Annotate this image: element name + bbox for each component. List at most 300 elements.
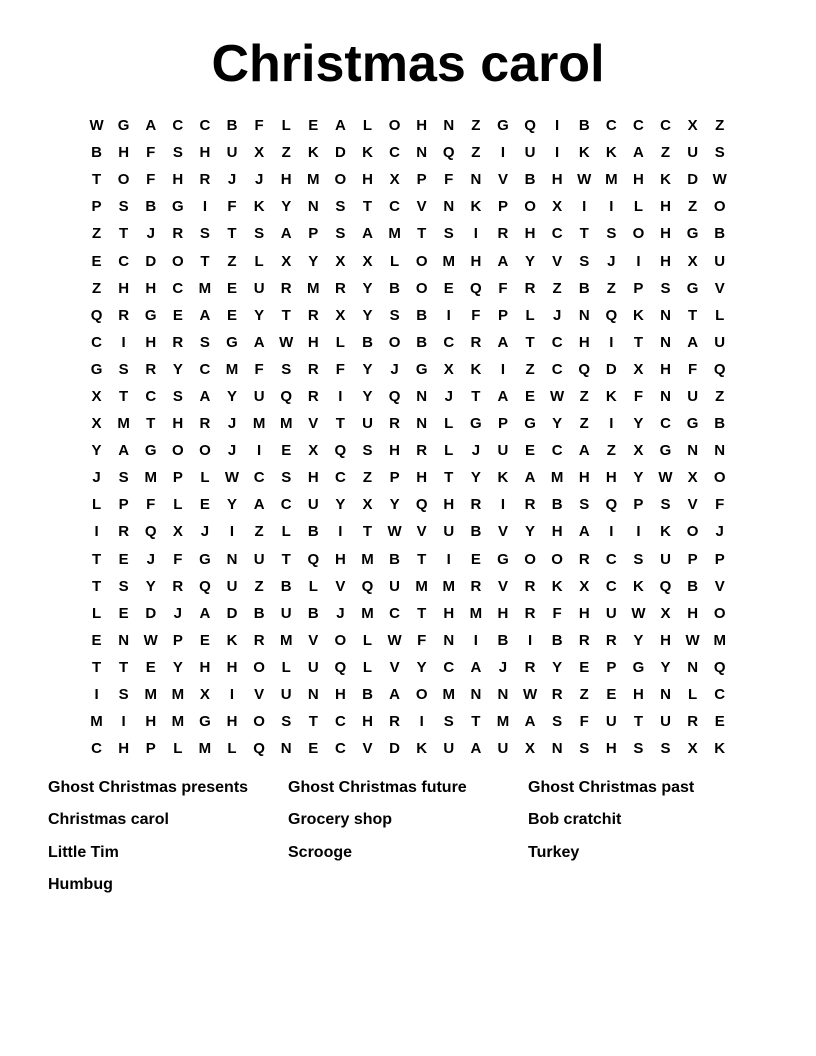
- grid-letter[interactable]: N: [118, 631, 130, 649]
- grid-letter[interactable]: S: [552, 713, 563, 731]
- grid-letter[interactable]: N: [551, 740, 563, 758]
- grid-letter[interactable]: W: [522, 686, 538, 704]
- grid-letter[interactable]: A: [199, 306, 211, 324]
- grid-letter[interactable]: V: [308, 631, 319, 649]
- grid-letter[interactable]: M: [442, 686, 456, 704]
- grid-letter[interactable]: F: [444, 171, 454, 189]
- grid-letter[interactable]: C: [253, 469, 265, 487]
- grid-letter[interactable]: T: [417, 550, 427, 568]
- grid-letter[interactable]: I: [121, 333, 126, 351]
- grid-letter[interactable]: T: [525, 333, 535, 351]
- grid-letter[interactable]: W: [387, 631, 402, 649]
- grid-letter[interactable]: N: [660, 686, 671, 704]
- grid-letter[interactable]: K: [497, 469, 509, 487]
- grid-letter[interactable]: H: [362, 713, 373, 731]
- grid-letter[interactable]: C: [389, 198, 400, 216]
- grid-letter[interactable]: L: [308, 577, 318, 595]
- grid-letter[interactable]: Z: [91, 225, 102, 243]
- grid-letter[interactable]: E: [525, 387, 536, 405]
- grid-letter[interactable]: U: [497, 740, 509, 758]
- grid-letter[interactable]: O: [713, 604, 726, 622]
- grid-letter[interactable]: Z: [688, 198, 698, 216]
- grid-letter[interactable]: X: [308, 442, 319, 460]
- grid-letter[interactable]: Z: [715, 117, 725, 135]
- grid-letter[interactable]: C: [145, 387, 157, 405]
- grid-letter[interactable]: T: [633, 713, 643, 731]
- grid-letter[interactable]: M: [605, 171, 618, 189]
- grid-letter[interactable]: M: [279, 415, 293, 433]
- grid-letter[interactable]: R: [280, 279, 292, 297]
- grid-letter[interactable]: H: [687, 604, 699, 622]
- grid-letter[interactable]: K: [253, 198, 265, 216]
- grid-letter[interactable]: I: [446, 550, 451, 568]
- grid-letter[interactable]: Z: [606, 442, 616, 460]
- grid-letter[interactable]: T: [281, 550, 291, 568]
- grid-letter[interactable]: H: [145, 279, 157, 297]
- grid-letter[interactable]: H: [307, 469, 319, 487]
- grid-letter[interactable]: Z: [91, 279, 102, 297]
- grid-letter[interactable]: C: [389, 144, 400, 162]
- grid-letter[interactable]: M: [90, 713, 103, 731]
- grid-letter[interactable]: A: [470, 658, 482, 676]
- grid-letter[interactable]: E: [606, 686, 617, 704]
- grid-letter[interactable]: X: [525, 740, 536, 758]
- grid-letter[interactable]: F: [173, 550, 183, 568]
- grid-letter[interactable]: X: [362, 252, 373, 270]
- grid-letter[interactable]: L: [362, 117, 373, 135]
- grid-letter[interactable]: Y: [633, 631, 644, 649]
- grid-letter[interactable]: N: [443, 198, 455, 216]
- grid-letter[interactable]: B: [551, 631, 563, 649]
- grid-letter[interactable]: M: [550, 469, 564, 487]
- grid-letter[interactable]: U: [226, 577, 238, 595]
- grid-letter[interactable]: H: [199, 144, 211, 162]
- grid-letter[interactable]: L: [254, 252, 264, 270]
- grid-letter[interactable]: J: [227, 171, 237, 189]
- grid-letter[interactable]: L: [444, 442, 454, 460]
- grid-letter[interactable]: H: [416, 469, 428, 487]
- grid-letter[interactable]: I: [94, 523, 99, 541]
- grid-letter[interactable]: U: [362, 415, 373, 433]
- grid-letter[interactable]: T: [471, 713, 481, 731]
- grid-letter[interactable]: Q: [524, 117, 536, 135]
- grid-letter[interactable]: H: [524, 225, 536, 243]
- grid-letter[interactable]: Y: [633, 415, 644, 433]
- grid-letter[interactable]: H: [389, 442, 400, 460]
- grid-letter[interactable]: J: [471, 442, 481, 460]
- grid-letter[interactable]: S: [118, 360, 129, 378]
- grid-letter[interactable]: E: [443, 279, 454, 297]
- grid-letter[interactable]: C: [199, 360, 211, 378]
- grid-letter[interactable]: M: [469, 604, 483, 622]
- grid-letter[interactable]: P: [633, 279, 644, 297]
- grid-letter[interactable]: G: [90, 360, 103, 378]
- grid-letter[interactable]: C: [389, 604, 400, 622]
- grid-letter[interactable]: B: [226, 117, 238, 135]
- grid-letter[interactable]: Z: [660, 144, 671, 162]
- grid-letter[interactable]: M: [713, 631, 726, 649]
- grid-letter[interactable]: Q: [442, 144, 455, 162]
- grid-letter[interactable]: I: [609, 333, 614, 351]
- grid-letter[interactable]: K: [470, 360, 482, 378]
- grid-letter[interactable]: G: [226, 333, 238, 351]
- grid-letter[interactable]: B: [307, 604, 319, 622]
- grid-letter[interactable]: T: [633, 333, 643, 351]
- grid-letter[interactable]: E: [118, 604, 129, 622]
- grid-letter[interactable]: G: [171, 198, 184, 216]
- grid-letter[interactable]: O: [415, 279, 428, 297]
- grid-letter[interactable]: R: [470, 496, 482, 514]
- grid-letter[interactable]: X: [687, 117, 698, 135]
- grid-letter[interactable]: C: [551, 360, 563, 378]
- grid-letter[interactable]: T: [471, 387, 481, 405]
- grid-letter[interactable]: L: [173, 740, 183, 758]
- grid-letter[interactable]: X: [687, 252, 698, 270]
- grid-letter[interactable]: N: [470, 686, 482, 704]
- grid-letter[interactable]: A: [524, 469, 536, 487]
- grid-letter[interactable]: T: [688, 306, 698, 324]
- grid-letter[interactable]: Y: [525, 523, 536, 541]
- grid-letter[interactable]: Y: [227, 387, 238, 405]
- grid-letter[interactable]: X: [362, 496, 373, 514]
- grid-letter[interactable]: L: [91, 496, 102, 514]
- grid-letter[interactable]: B: [714, 225, 726, 243]
- grid-letter[interactable]: R: [578, 631, 590, 649]
- grid-letter[interactable]: M: [144, 469, 157, 487]
- grid-letter[interactable]: R: [172, 225, 184, 243]
- grid-letter[interactable]: I: [582, 198, 587, 216]
- grid-letter[interactable]: Z: [715, 387, 725, 405]
- grid-letter[interactable]: P: [606, 658, 617, 676]
- grid-letter[interactable]: N: [497, 686, 509, 704]
- grid-letter[interactable]: B: [687, 577, 699, 595]
- grid-letter[interactable]: A: [334, 117, 346, 135]
- grid-letter[interactable]: X: [633, 360, 644, 378]
- grid-letter[interactable]: E: [714, 713, 725, 731]
- grid-letter[interactable]: P: [145, 740, 156, 758]
- grid-letter[interactable]: C: [334, 740, 346, 758]
- grid-letter[interactable]: C: [443, 658, 455, 676]
- grid-letter[interactable]: T: [417, 225, 427, 243]
- grid-letter[interactable]: Q: [253, 740, 265, 758]
- grid-letter[interactable]: D: [145, 252, 157, 270]
- grid-letter[interactable]: J: [227, 442, 237, 460]
- grid-letter[interactable]: I: [257, 442, 262, 460]
- grid-letter[interactable]: I: [609, 198, 614, 216]
- grid-letter[interactable]: U: [253, 387, 265, 405]
- grid-letter[interactable]: H: [199, 658, 211, 676]
- grid-letter[interactable]: X: [660, 604, 671, 622]
- grid-letter[interactable]: A: [389, 686, 400, 704]
- grid-letter[interactable]: H: [416, 117, 428, 135]
- grid-letter[interactable]: H: [334, 550, 346, 568]
- grid-letter[interactable]: V: [714, 577, 725, 595]
- grid-letter[interactable]: P: [633, 496, 644, 514]
- grid-letter[interactable]: E: [525, 442, 536, 460]
- grid-letter[interactable]: X: [579, 577, 590, 595]
- grid-letter[interactable]: Q: [388, 387, 401, 405]
- grid-letter[interactable]: S: [118, 469, 129, 487]
- grid-letter[interactable]: Z: [281, 144, 291, 162]
- grid-letter[interactable]: R: [470, 577, 482, 595]
- grid-letter[interactable]: A: [280, 225, 292, 243]
- grid-letter[interactable]: I: [473, 631, 478, 649]
- grid-letter[interactable]: E: [199, 496, 210, 514]
- grid-letter[interactable]: P: [687, 550, 698, 568]
- grid-letter[interactable]: M: [279, 631, 293, 649]
- grid-letter[interactable]: X: [335, 306, 346, 324]
- grid-letter[interactable]: N: [280, 740, 292, 758]
- grid-letter[interactable]: C: [118, 252, 130, 270]
- grid-letter[interactable]: E: [308, 740, 319, 758]
- grid-letter[interactable]: L: [389, 252, 400, 270]
- grid-letter[interactable]: I: [229, 686, 235, 704]
- grid-letter[interactable]: F: [633, 387, 643, 405]
- grid-letter[interactable]: S: [118, 686, 129, 704]
- grid-letter[interactable]: J: [146, 550, 155, 568]
- grid-letter[interactable]: F: [146, 171, 156, 189]
- grid-letter[interactable]: C: [172, 279, 184, 297]
- grid-letter[interactable]: G: [686, 415, 699, 433]
- grid-letter[interactable]: C: [551, 225, 563, 243]
- grid-letter[interactable]: R: [524, 604, 536, 622]
- grid-letter[interactable]: T: [335, 415, 345, 433]
- grid-letter[interactable]: E: [172, 306, 183, 324]
- grid-letter[interactable]: U: [280, 686, 292, 704]
- grid-letter[interactable]: N: [443, 117, 455, 135]
- grid-letter[interactable]: S: [660, 279, 671, 297]
- grid-letter[interactable]: J: [336, 604, 345, 622]
- grid-letter[interactable]: H: [145, 333, 157, 351]
- grid-letter[interactable]: Z: [579, 415, 589, 433]
- grid-letter[interactable]: P: [416, 171, 427, 189]
- grid-letter[interactable]: K: [578, 144, 590, 162]
- grid-letter[interactable]: S: [362, 442, 373, 460]
- grid-letter[interactable]: S: [714, 144, 725, 162]
- grid-letter[interactable]: V: [362, 740, 373, 758]
- grid-letter[interactable]: B: [280, 577, 292, 595]
- grid-letter[interactable]: M: [307, 279, 320, 297]
- grid-letter[interactable]: I: [555, 144, 560, 162]
- grid-letter[interactable]: H: [633, 171, 644, 189]
- grid-letter[interactable]: Q: [605, 496, 618, 514]
- grid-letter[interactable]: K: [633, 306, 644, 324]
- grid-letter[interactable]: Q: [578, 360, 591, 378]
- grid-letter[interactable]: H: [551, 171, 563, 189]
- grid-letter[interactable]: T: [308, 713, 318, 731]
- grid-letter[interactable]: K: [470, 198, 482, 216]
- grid-letter[interactable]: P: [497, 415, 508, 433]
- grid-letter[interactable]: V: [552, 252, 563, 270]
- grid-letter[interactable]: N: [660, 387, 671, 405]
- grid-letter[interactable]: G: [199, 713, 211, 731]
- grid-letter[interactable]: Z: [579, 387, 589, 405]
- grid-letter[interactable]: V: [308, 415, 319, 433]
- grid-letter[interactable]: C: [91, 740, 102, 758]
- grid-letter[interactable]: K: [633, 577, 644, 595]
- grid-letter[interactable]: M: [225, 360, 239, 378]
- grid-letter[interactable]: Z: [254, 523, 264, 541]
- grid-letter[interactable]: K: [416, 740, 428, 758]
- grid-letter[interactable]: T: [281, 306, 291, 324]
- grid-letter[interactable]: G: [144, 306, 157, 324]
- grid-letter[interactable]: R: [524, 658, 536, 676]
- grid-letter[interactable]: W: [387, 523, 402, 541]
- grid-letter[interactable]: I: [446, 306, 451, 324]
- grid-letter[interactable]: B: [551, 496, 563, 514]
- grid-letter[interactable]: X: [172, 523, 183, 541]
- grid-letter[interactable]: Y: [281, 198, 292, 216]
- grid-letter[interactable]: H: [118, 740, 130, 758]
- grid-letter[interactable]: B: [497, 631, 509, 649]
- grid-letter[interactable]: V: [416, 523, 427, 541]
- grid-letter[interactable]: I: [527, 631, 533, 649]
- grid-letter[interactable]: M: [198, 279, 212, 297]
- grid-letter[interactable]: U: [307, 496, 319, 514]
- grid-letter[interactable]: J: [444, 387, 453, 405]
- grid-letter[interactable]: S: [118, 577, 129, 595]
- grid-letter[interactable]: I: [121, 713, 126, 731]
- grid-letter[interactable]: K: [551, 577, 563, 595]
- grid-letter[interactable]: Y: [633, 469, 644, 487]
- grid-letter[interactable]: U: [714, 252, 726, 270]
- grid-letter[interactable]: H: [578, 604, 590, 622]
- grid-letter[interactable]: I: [500, 144, 506, 162]
- grid-letter[interactable]: I: [636, 252, 641, 270]
- grid-letter[interactable]: C: [605, 550, 617, 568]
- grid-letter[interactable]: D: [226, 604, 238, 622]
- grid-letter[interactable]: R: [145, 360, 157, 378]
- grid-letter[interactable]: C: [714, 686, 726, 704]
- grid-letter[interactable]: S: [443, 225, 454, 243]
- grid-letter[interactable]: L: [362, 658, 373, 676]
- grid-letter[interactable]: H: [578, 469, 590, 487]
- grid-letter[interactable]: D: [605, 360, 617, 378]
- grid-letter[interactable]: U: [714, 333, 726, 351]
- grid-letter[interactable]: Q: [415, 496, 428, 514]
- grid-letter[interactable]: R: [307, 306, 319, 324]
- grid-letter[interactable]: Y: [227, 496, 238, 514]
- grid-letter[interactable]: C: [172, 117, 184, 135]
- grid-letter[interactable]: F: [552, 604, 562, 622]
- grid-letter[interactable]: G: [524, 415, 536, 433]
- grid-letter[interactable]: G: [144, 442, 157, 460]
- grid-letter[interactable]: T: [91, 550, 102, 568]
- grid-letter[interactable]: D: [145, 604, 157, 622]
- grid-letter[interactable]: M: [171, 713, 185, 731]
- grid-letter[interactable]: Q: [307, 550, 320, 568]
- grid-letter[interactable]: Z: [579, 686, 589, 704]
- grid-letter[interactable]: F: [146, 144, 156, 162]
- grid-letter[interactable]: G: [415, 360, 428, 378]
- grid-letter[interactable]: O: [551, 550, 563, 568]
- grid-letter[interactable]: S: [579, 496, 590, 514]
- grid-letter[interactable]: X: [281, 252, 292, 270]
- grid-letter[interactable]: X: [389, 171, 400, 189]
- grid-letter[interactable]: T: [119, 658, 129, 676]
- grid-letter[interactable]: O: [117, 171, 130, 189]
- grid-letter[interactable]: E: [118, 550, 129, 568]
- grid-letter[interactable]: Z: [552, 279, 562, 297]
- grid-letter[interactable]: R: [389, 415, 400, 433]
- grid-letter[interactable]: T: [91, 577, 102, 595]
- grid-letter[interactable]: A: [497, 252, 509, 270]
- grid-letter[interactable]: V: [254, 686, 265, 704]
- grid-letter[interactable]: W: [89, 117, 104, 135]
- grid-letter[interactable]: H: [443, 604, 455, 622]
- grid-letter[interactable]: J: [715, 523, 724, 541]
- grid-letter[interactable]: O: [686, 523, 699, 541]
- grid-letter[interactable]: F: [254, 360, 264, 378]
- grid-letter[interactable]: Y: [552, 415, 563, 433]
- grid-letter[interactable]: H: [172, 415, 184, 433]
- grid-letter[interactable]: B: [389, 550, 400, 568]
- grid-letter[interactable]: A: [578, 442, 590, 460]
- grid-letter[interactable]: R: [389, 713, 400, 731]
- grid-letter[interactable]: H: [334, 686, 346, 704]
- grid-letter[interactable]: S: [443, 713, 454, 731]
- grid-letter[interactable]: Q: [361, 577, 374, 595]
- grid-letter[interactable]: L: [633, 198, 643, 216]
- grid-letter[interactable]: K: [605, 387, 617, 405]
- grid-letter[interactable]: H: [605, 740, 617, 758]
- grid-letter[interactable]: B: [389, 279, 400, 297]
- grid-letter[interactable]: O: [334, 631, 347, 649]
- grid-letter[interactable]: F: [254, 117, 264, 135]
- grid-letter[interactable]: H: [118, 279, 130, 297]
- grid-letter[interactable]: K: [660, 171, 671, 189]
- grid-letter[interactable]: X: [687, 740, 698, 758]
- grid-letter[interactable]: U: [389, 577, 400, 595]
- grid-letter[interactable]: T: [579, 225, 589, 243]
- grid-letter[interactable]: I: [555, 117, 560, 135]
- grid-letter[interactable]: S: [579, 740, 590, 758]
- grid-letter[interactable]: G: [632, 658, 645, 676]
- grid-letter[interactable]: M: [415, 577, 428, 595]
- grid-letter[interactable]: A: [362, 225, 373, 243]
- grid-letter[interactable]: U: [307, 658, 319, 676]
- grid-letter[interactable]: E: [227, 279, 238, 297]
- grid-letter[interactable]: L: [444, 415, 454, 433]
- grid-letter[interactable]: K: [714, 740, 726, 758]
- grid-letter[interactable]: A: [578, 523, 590, 541]
- grid-letter[interactable]: U: [280, 604, 292, 622]
- grid-letter[interactable]: J: [607, 252, 616, 270]
- grid-letter[interactable]: S: [660, 496, 671, 514]
- grid-letter[interactable]: R: [307, 360, 319, 378]
- grid-letter[interactable]: S: [389, 306, 400, 324]
- grid-letter[interactable]: C: [91, 333, 102, 351]
- grid-letter[interactable]: Z: [471, 144, 481, 162]
- grid-letter[interactable]: P: [714, 550, 725, 568]
- grid-letter[interactable]: W: [224, 469, 240, 487]
- grid-letter[interactable]: H: [660, 225, 671, 243]
- grid-letter[interactable]: J: [92, 469, 101, 487]
- grid-letter[interactable]: H: [660, 631, 671, 649]
- grid-letter[interactable]: X: [633, 442, 644, 460]
- grid-letter[interactable]: R: [118, 306, 130, 324]
- grid-letter[interactable]: S: [606, 225, 617, 243]
- grid-letter[interactable]: W: [577, 171, 592, 189]
- grid-letter[interactable]: P: [389, 469, 400, 487]
- grid-letter[interactable]: S: [633, 550, 644, 568]
- grid-letter[interactable]: Z: [471, 117, 481, 135]
- grid-letter[interactable]: N: [416, 415, 428, 433]
- grid-letter[interactable]: U: [443, 523, 455, 541]
- grid-letter[interactable]: Z: [254, 577, 264, 595]
- grid-letter[interactable]: R: [118, 523, 130, 541]
- grid-letter[interactable]: T: [91, 171, 102, 189]
